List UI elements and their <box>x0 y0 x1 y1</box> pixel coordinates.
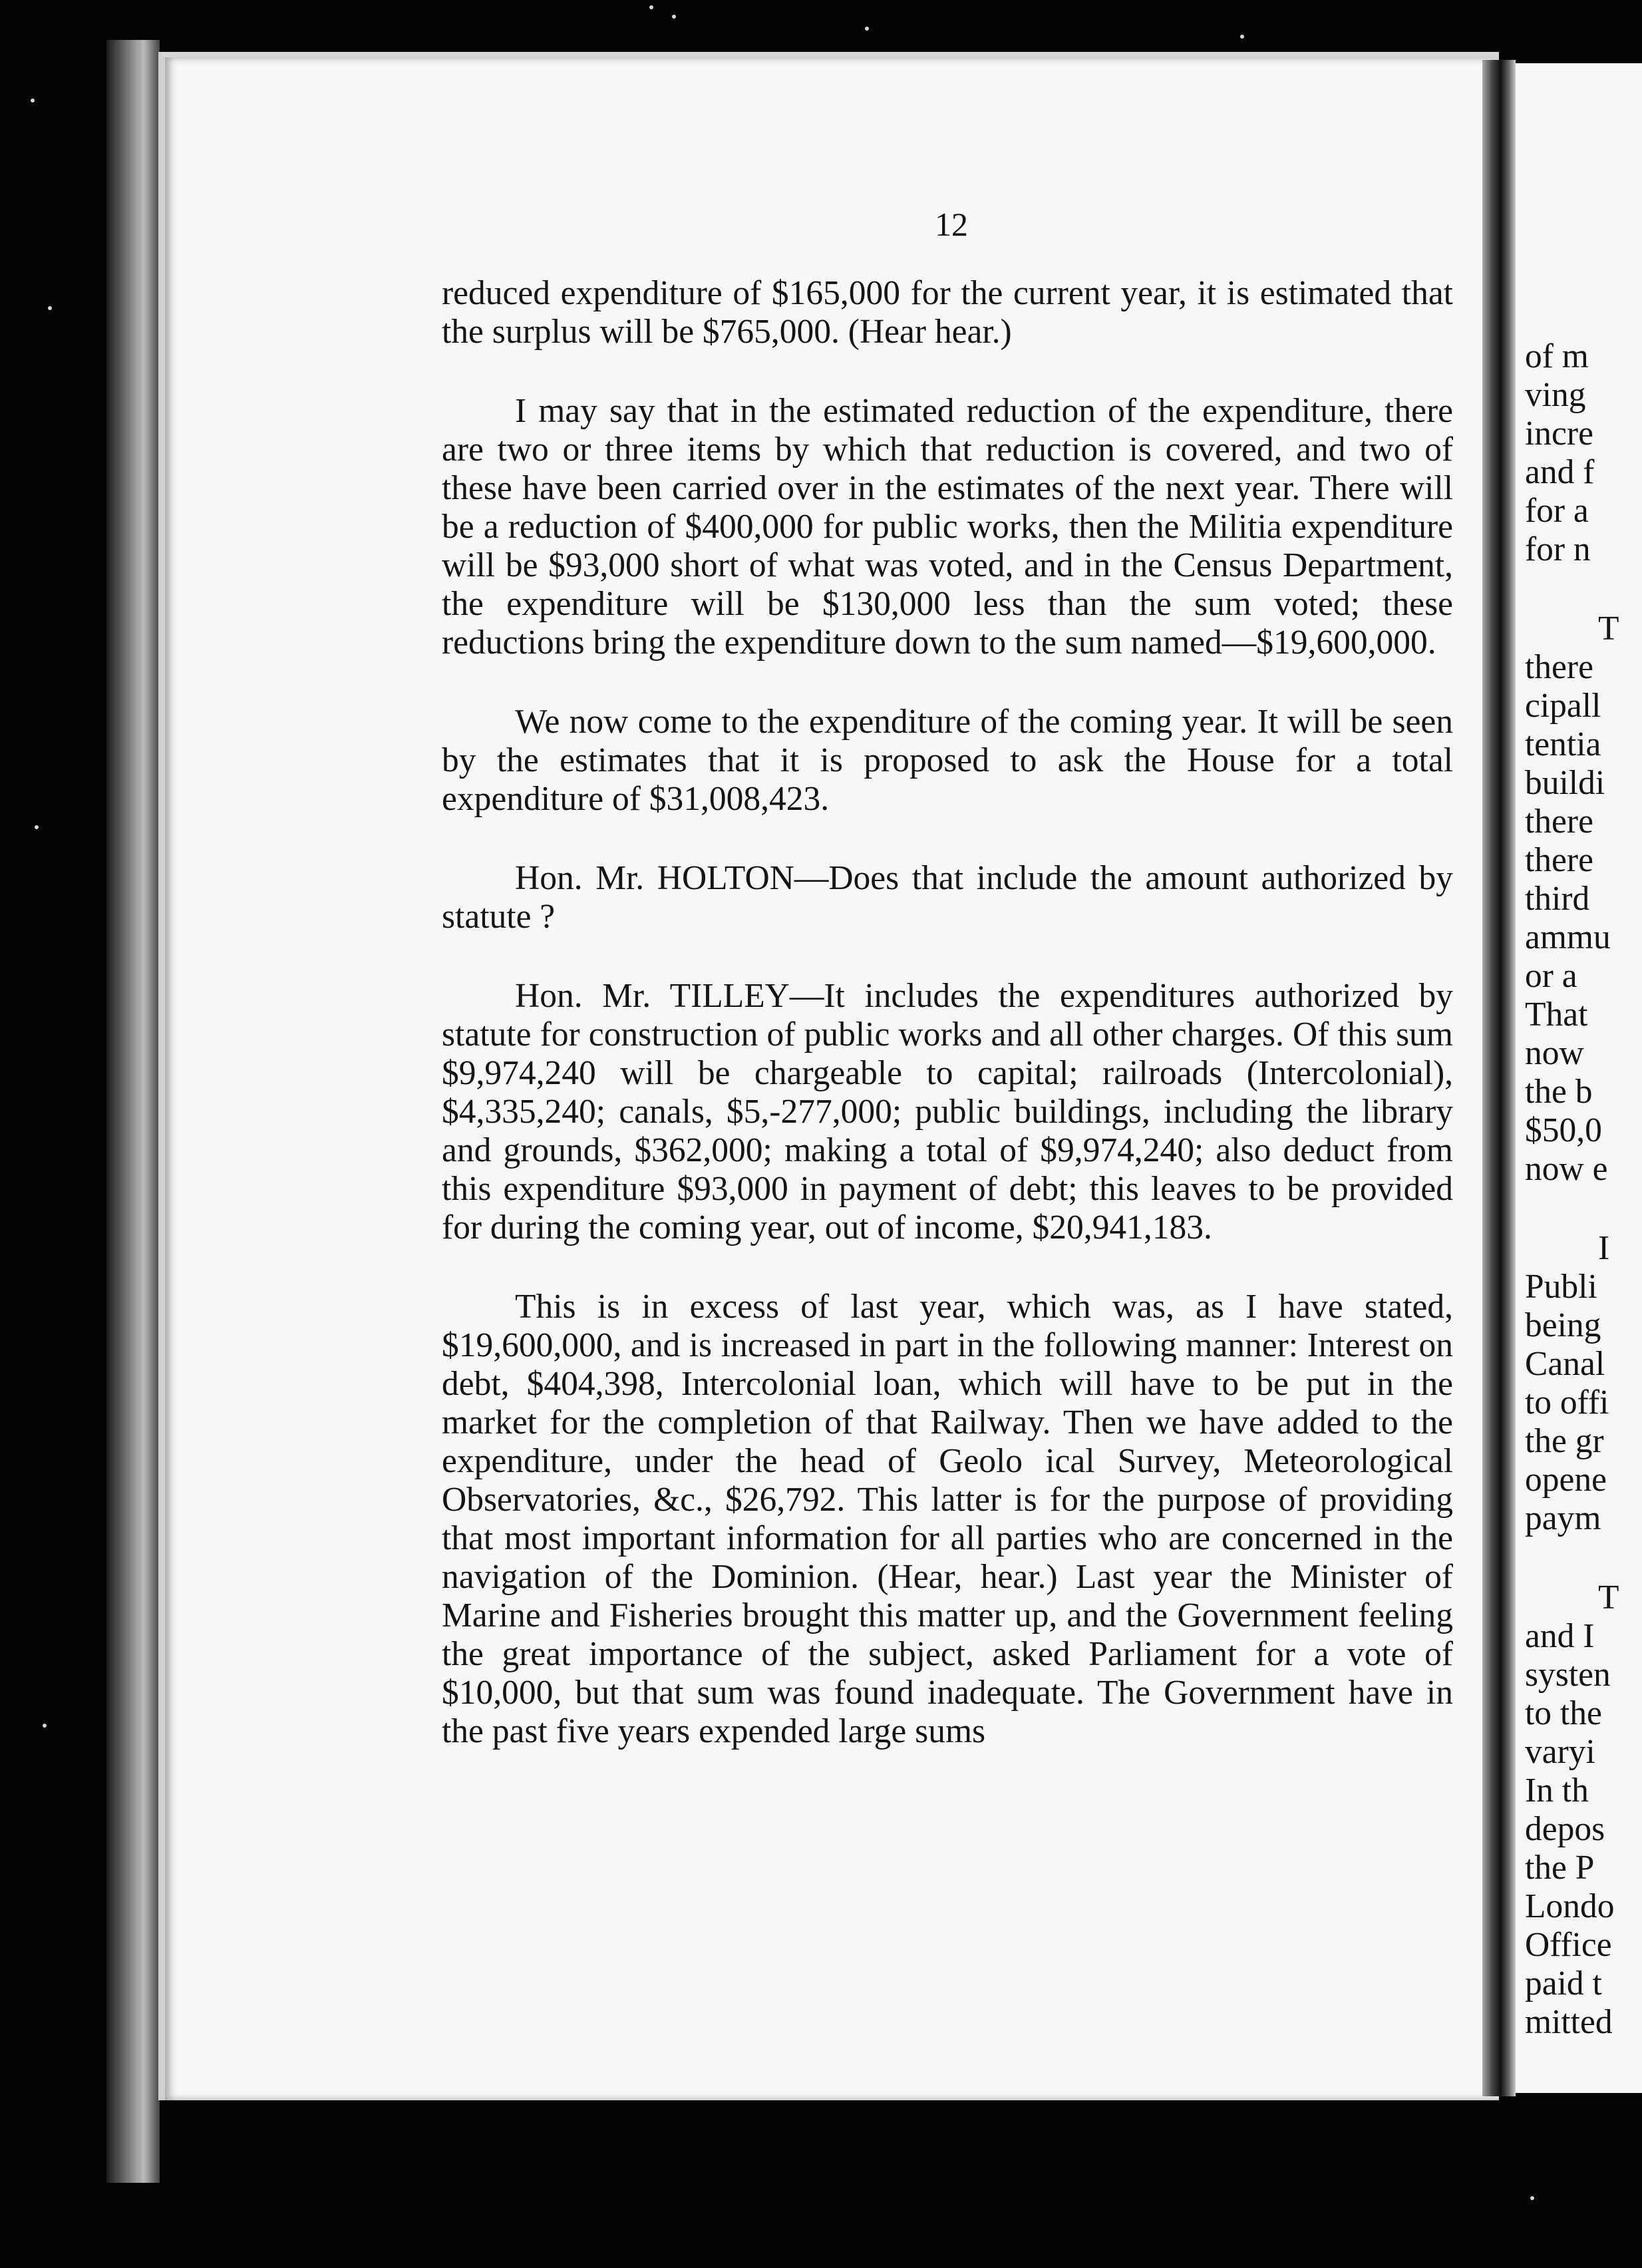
right-page-line: Londo <box>1525 1887 1615 1925</box>
right-page-line: incre <box>1525 415 1593 453</box>
paragraph: We now come to the expenditure of the coming year. It will be seen by the estimates that it is proposed to ask the House for a total expenditure of $31,008,423. <box>442 703 1453 818</box>
right-page-line: the P <box>1525 1849 1595 1887</box>
dust-speck <box>35 825 39 829</box>
right-page-line: $50,0 <box>1525 1111 1602 1149</box>
right-page-line: paym <box>1525 1499 1601 1537</box>
right-page-line: ammu <box>1525 918 1611 956</box>
right-page-line: buildi <box>1525 764 1605 802</box>
page-gutter <box>1482 60 1516 2096</box>
right-page-text <box>1525 337 1642 2042</box>
right-page-line: tentia <box>1525 725 1601 763</box>
right-page-line: to the <box>1525 1694 1602 1732</box>
right-page-line: varyi <box>1525 1733 1595 1771</box>
dust-speck <box>672 15 676 19</box>
dust-speck <box>48 306 52 310</box>
right-page-line: ving <box>1525 376 1586 414</box>
right-page-line: there <box>1525 648 1593 686</box>
right-page-line: or a <box>1525 957 1577 995</box>
right-page-line: the gr <box>1525 1422 1604 1460</box>
dust-speck <box>1530 2196 1534 2200</box>
right-page-line: I <box>1598 1229 1610 1267</box>
book-edge <box>106 40 160 2183</box>
paragraph-gap <box>1525 1189 1642 1229</box>
right-page-line: mitted <box>1525 2003 1613 2041</box>
right-page-line: for n <box>1525 530 1591 568</box>
right-page-line: depos <box>1525 1810 1605 1848</box>
right-page-line: In th <box>1525 1772 1589 1809</box>
paragraph: I may say that in the estimated reduction of the expenditure, there are two or three items by which that reduction is covered, and two of these have been carried over in the estimates of the next year. There will be a reduction of $400,000 for public works, then the Militia expenditure will be $93,000 short of what was voted, and in the Census Department, the expenditure will be $130,000 less than the sum voted; these reductions bring the expenditure down to the sum named—$19,600,000. <box>442 392 1453 662</box>
dust-speck <box>1240 35 1244 39</box>
dust-speck <box>649 5 653 9</box>
right-page-line: to offi <box>1525 1384 1609 1421</box>
right-page-line: and I <box>1525 1617 1595 1655</box>
right-page-line: T <box>1598 610 1619 648</box>
right-page-line: T <box>1598 1579 1619 1616</box>
right-page-line: Canal <box>1525 1345 1605 1383</box>
right-page-line: now <box>1525 1034 1584 1072</box>
right-page-line: of m <box>1525 337 1589 375</box>
right-page-line: now e <box>1525 1150 1608 1188</box>
right-page-line: the b <box>1525 1073 1593 1111</box>
dust-speck <box>865 27 869 31</box>
right-page-line: being <box>1525 1306 1601 1344</box>
body-text <box>442 274 1453 1792</box>
paragraph: Hon. Mr. HOLTON—Does that include the amount authorized by statute ? <box>442 859 1453 936</box>
paragraph: This is in excess of last year, which was, as I have stated, $19,600,000, and is increased in part in the following manner: Interest on debt, $404,398, Intercolonial loan, which will have to be put in the market for the completion of that Railway. Then we have added to the expenditure, under the head of Geolo ical Survey, Meteorological Observatories, &c., $26,792. This latter is for the purpose of providing that most important information for all parties who are concerned in the navigation of the Dominion. (Hear, hear.) Last year the Minister of Marine and Fisheries brought this matter up, and the Government feeling the great importance of the subject, asked Parliament for a vote of $10,000, but that sum was found inadequate. The Government have in the past five years expended large sums <box>442 1288 1453 1750</box>
right-page-line: there <box>1525 803 1593 841</box>
paragraph: reduced expenditure of $165,000 for the current year, it is estimated that the surplus will be $765,000. (Hear hear.) <box>442 274 1453 351</box>
dust-speck <box>43 1724 47 1728</box>
right-page-line: and f <box>1525 453 1595 491</box>
right-page <box>1516 63 1642 2093</box>
right-page-line: for a <box>1525 492 1589 530</box>
right-page-line: there <box>1525 841 1593 879</box>
right-page-line: Publi <box>1525 1268 1597 1306</box>
paragraph-gap <box>1525 1538 1642 1579</box>
right-page-line: Office <box>1525 1926 1612 1964</box>
dust-speck <box>31 98 35 102</box>
paragraph-gap <box>1525 569 1642 610</box>
right-page-line: third <box>1525 880 1590 918</box>
right-page-line: That <box>1525 996 1588 1034</box>
paragraph: Hon. Mr. TILLEY—It includes the expenditures authorized by statute for construction of public works and all other charges. Of this sum $9,974,240 will be chargeable to capital; railroads (Intercolonial), $4,335,240; canals, $5,-277,000; public buildings, including the library and grounds, $362,000; making a total of $9,974,240; also deduct from this expenditure $93,000 in payment of debt; this leaves to be provided for during the coming year, out of income, $20,941,183. <box>442 977 1453 1246</box>
right-page-line: systen <box>1525 1656 1611 1694</box>
page-number: 12 <box>935 206 968 243</box>
right-page-line: opene <box>1525 1461 1607 1499</box>
right-page-line: cipall <box>1525 687 1601 725</box>
right-page-line: paid t <box>1525 1965 1602 2002</box>
